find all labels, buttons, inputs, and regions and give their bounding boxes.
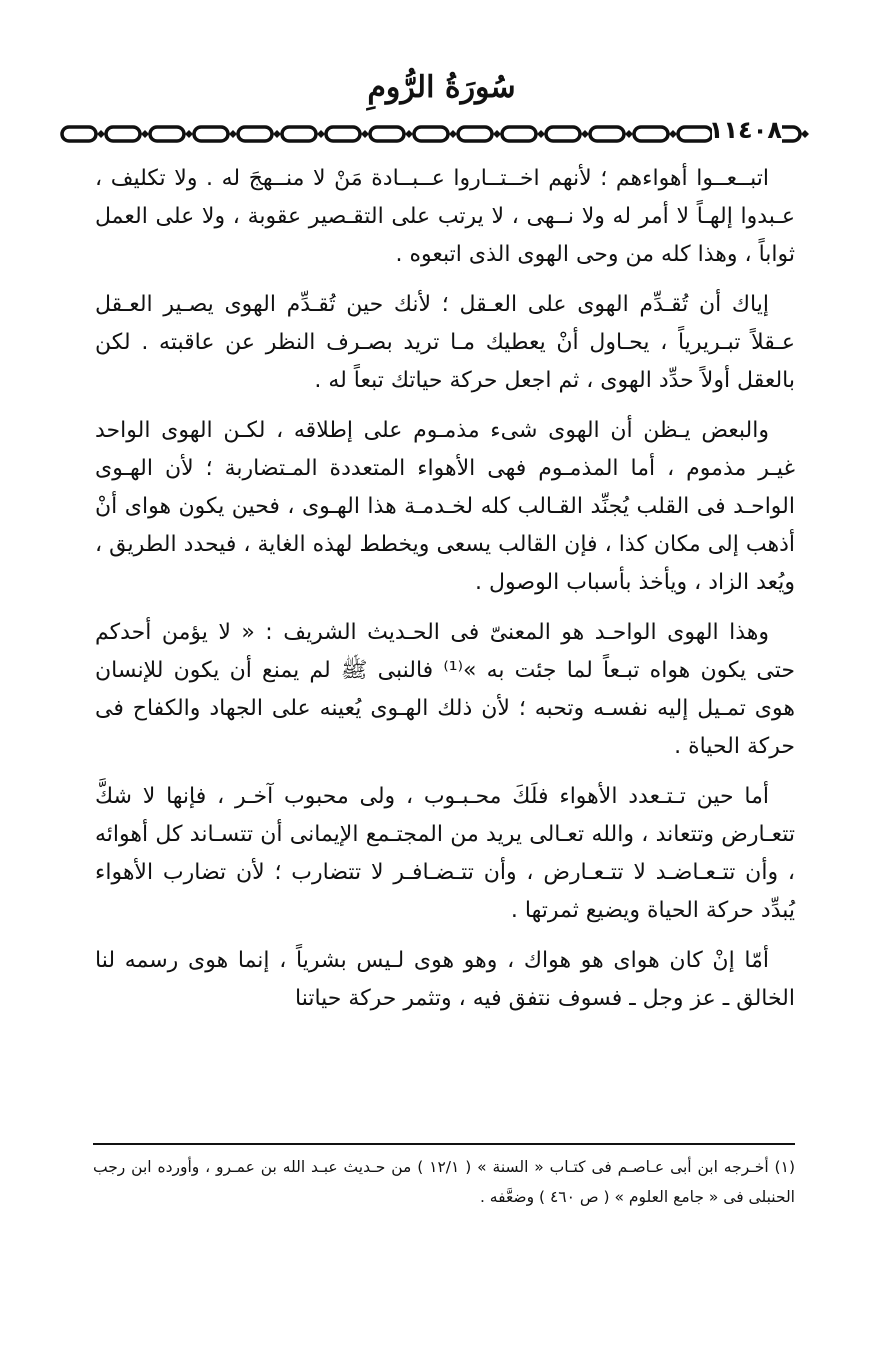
chain-diamond (361, 130, 369, 138)
chain-diamond (405, 130, 413, 138)
chain-diamond (317, 130, 325, 138)
chain-link (678, 127, 712, 141)
chain-diamond (273, 130, 281, 138)
paragraph-4: وهذا الهوى الواحـد هو المعنىّ فى الحـديث الشريف : « لا يؤمن أحدكم حتى يكون هواه تبـعاً لما جئت به »⁽¹⁾ فالنبى ﷺ لم يمنع أن يكون للإنسان هوى تمـيل إليه نفسـه وتحبه ؛ لأن ذلك الهـوى يُعينه على الجهاد والكفاح فى حركة الحياة . (95, 620, 795, 759)
chain-diamond (229, 130, 237, 138)
chain-diamond (141, 130, 149, 138)
chain-link (150, 127, 184, 141)
chain-diamond (493, 130, 501, 138)
chain-diamond (801, 130, 809, 138)
chain-link (546, 127, 580, 141)
chain-link (634, 127, 668, 141)
paragraph-1: اتبــعــوا أهواءهم ؛ لأنهم اخــتــاروا عــبــادة مَنْ لا منــهجَ له . ولا تكليف ، عـبدوا إلهـاً لا أمر له ولا نــهى ، لا يرتب على التقـصير عقوبة ، ولا على العمل ثواباً ، وهذا كله من وحى الهوى الذى اتبعوه . (95, 166, 795, 267)
chain-link (194, 127, 228, 141)
chain-diamond (185, 130, 193, 138)
footnote-1: (١) أخـرجه ابن أبى عـاصـم فى كتـاب « السنة » ( ١٢/١ ) من حـديث عبـد الله بن عمـرو ، وأورده ابن رجب الحنبلى فى « جامع العلوم » ( ص ٤٦٠ ) وضعَّفه . (93, 1158, 795, 1206)
chain-link (62, 127, 96, 141)
footnotes (93, 1152, 795, 1212)
paragraph-6: أمّا إنْ كان هواى هو هواك ، وهو هوى لـيس بشرياً ، إنما هوى رسمه لنا الخالق ـ عز وجل ـ فسوف نتفق فيه ، وتثمر حركة حياتنا (95, 948, 795, 1011)
chain-diamond (97, 130, 105, 138)
page-number: ١١٤٠٨ (708, 116, 782, 144)
footnote-divider (93, 1143, 795, 1145)
chain-link (238, 127, 272, 141)
main-text (95, 160, 795, 1030)
chain-diamond (449, 130, 457, 138)
chain-link (282, 127, 316, 141)
chain-diamond (581, 130, 589, 138)
paragraph-5: أما حين تـتـعدد الأهواء فلَكَ محـبـوب ، ولى محبوب آخـر ، فإنها لا شكَّ تتعـارض وتتعاند ، والله تعـالى يريد من المجتـمع الإيمانى أن تتسـاند كل أهوائه ، وأن تتـعـاضـد لا تتـعـارض ، وأن تتـضـافـر لا تتضارب ؛ لأن تضارب الأهواء يُبدِّد حركة الحياة ويضيع ثمرتها . (95, 784, 795, 923)
ornamental-chain-border (58, 120, 818, 148)
chain-link (370, 127, 404, 141)
surah-title: سُورَةُ الرُّومِ (367, 70, 516, 105)
chain-link (106, 127, 140, 141)
chain-link (502, 127, 536, 141)
paragraph-2: إياك أن تُقـدِّم الهوى على العـقل ؛ لأنك حين تُقـدِّم الهوى يصـير العـقل عـقلاً تبـريرياً ، يحـاول أنْ يعطيك مـا تريد بصـرف النظر عن عاقبته . لكن بالعقل أولاً حدِّد الهوى ، ثم اجعل حركة حياتك تبعاً له . (95, 292, 795, 393)
chain-link (590, 127, 624, 141)
chain-link (326, 127, 360, 141)
chain-diamond (537, 130, 545, 138)
paragraph-3: والبعض يـظن أن الهوى شىء مذمـوم على إطلاقه ، لكـن الهوى الواحد غيـر مذموم ، أما المذمـوم فهى الأهواء المتعددة المـتضاربة ؛ لأن الهـوى الواحـد فى القلب يُجنِّد القـالب كله لخـدمـة هذا الهـوى ، فحين يكون هواى أنْ أذهب إلى مكان كذا ، فإن القالب يسعى ويخطط لهذه الغاية ، فيحدد الطريق ، ويُعد الزاد ، ويأخذ بأسباب الوصول . (95, 418, 795, 595)
chain-diamond (669, 130, 677, 138)
chain-diamond (625, 130, 633, 138)
chain-link (458, 127, 492, 141)
chain-link (414, 127, 448, 141)
